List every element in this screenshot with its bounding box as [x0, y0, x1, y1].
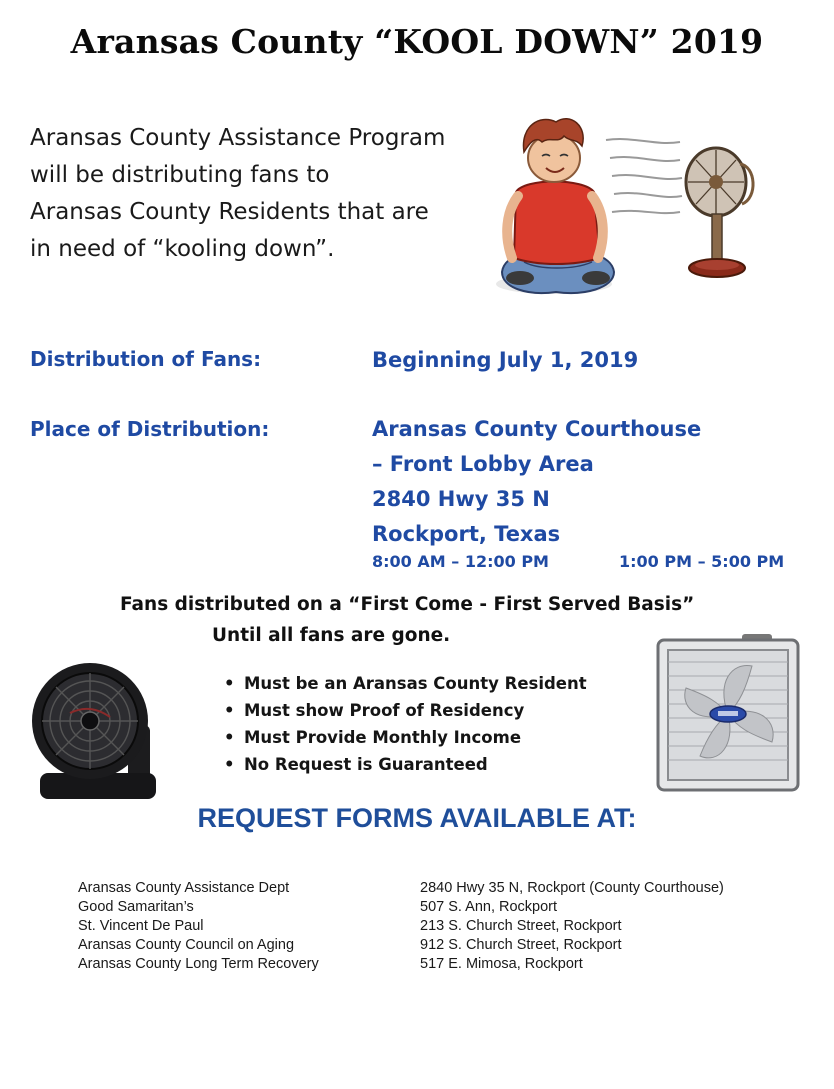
list-item: • Must show Proof of Residency	[224, 701, 525, 720]
agency-name: Good Samaritan’s	[78, 899, 194, 915]
requirement-text: No Request is Guaranteed	[244, 755, 488, 774]
agency-list	[78, 879, 319, 974]
agency-address: 2840 Hwy 35 N, Rockport (County Courthouse)	[420, 880, 724, 896]
agency-name: St. Vincent De Paul	[78, 918, 204, 934]
page-title: Aransas County “KOOL DOWN” 2019	[70, 22, 764, 61]
hours-afternoon: 1:00 PM – 5:00 PM	[619, 552, 785, 571]
intro-line: Aransas County Residents that are	[30, 199, 429, 225]
intro-line: in need of “kooling down”.	[30, 236, 335, 262]
distribution-policy-note: Until all fans are gone.	[212, 625, 451, 646]
address-list	[420, 879, 724, 974]
requirements-list	[222, 670, 587, 778]
intro-line: will be distributing fans to	[30, 162, 330, 188]
agency-address: 507 S. Ann, Rockport	[420, 899, 558, 915]
person-with-fan-illustration	[494, 112, 766, 304]
agency-address: 912 S. Church Street, Rockport	[420, 937, 622, 953]
agency-address: 213 S. Church Street, Rockport	[420, 918, 622, 934]
place-label: Place of Distribution:	[30, 417, 270, 441]
list-item: • No Request is Guaranteed	[224, 755, 488, 774]
place-address	[372, 412, 701, 552]
place-line: Aransas County Courthouse	[372, 417, 702, 441]
round-fan-photo	[30, 655, 160, 807]
list-item: • Must Provide Monthly Income	[224, 728, 522, 747]
box-fan-photo	[656, 632, 800, 792]
agency-name: Aransas County Assistance Dept	[78, 880, 290, 896]
requirement-text: Must Provide Monthly Income	[244, 728, 522, 747]
intro-line: Aransas County Assistance Program	[30, 125, 446, 151]
requirement-text: Must be an Aransas County Resident	[244, 674, 587, 693]
list-item: • Must be an Aransas County Resident	[224, 674, 587, 693]
distribution-value: Beginning July 1, 2019	[372, 348, 639, 372]
intro-paragraph	[30, 120, 490, 268]
distribution-label: Distribution of Fans:	[30, 347, 262, 371]
agency-address: 517 E. Mimosa, Rockport	[420, 956, 583, 972]
place-line: 2840 Hwy 35 N	[372, 487, 550, 511]
place-line: – Front Lobby Area	[372, 452, 594, 476]
request-forms-heading: REQUEST FORMS AVAILABLE AT:	[197, 803, 637, 833]
requirement-text: Must show Proof of Residency	[244, 701, 525, 720]
agency-name: Aransas County Council on Aging	[78, 937, 295, 953]
agency-name: Aransas County Long Term Recovery	[78, 956, 319, 972]
hours-morning: 8:00 AM – 12:00 PM	[372, 552, 549, 571]
distribution-policy: Fans distributed on a “First Come - First Served Basis”	[120, 594, 695, 615]
place-line: Rockport, Texas	[372, 522, 561, 546]
